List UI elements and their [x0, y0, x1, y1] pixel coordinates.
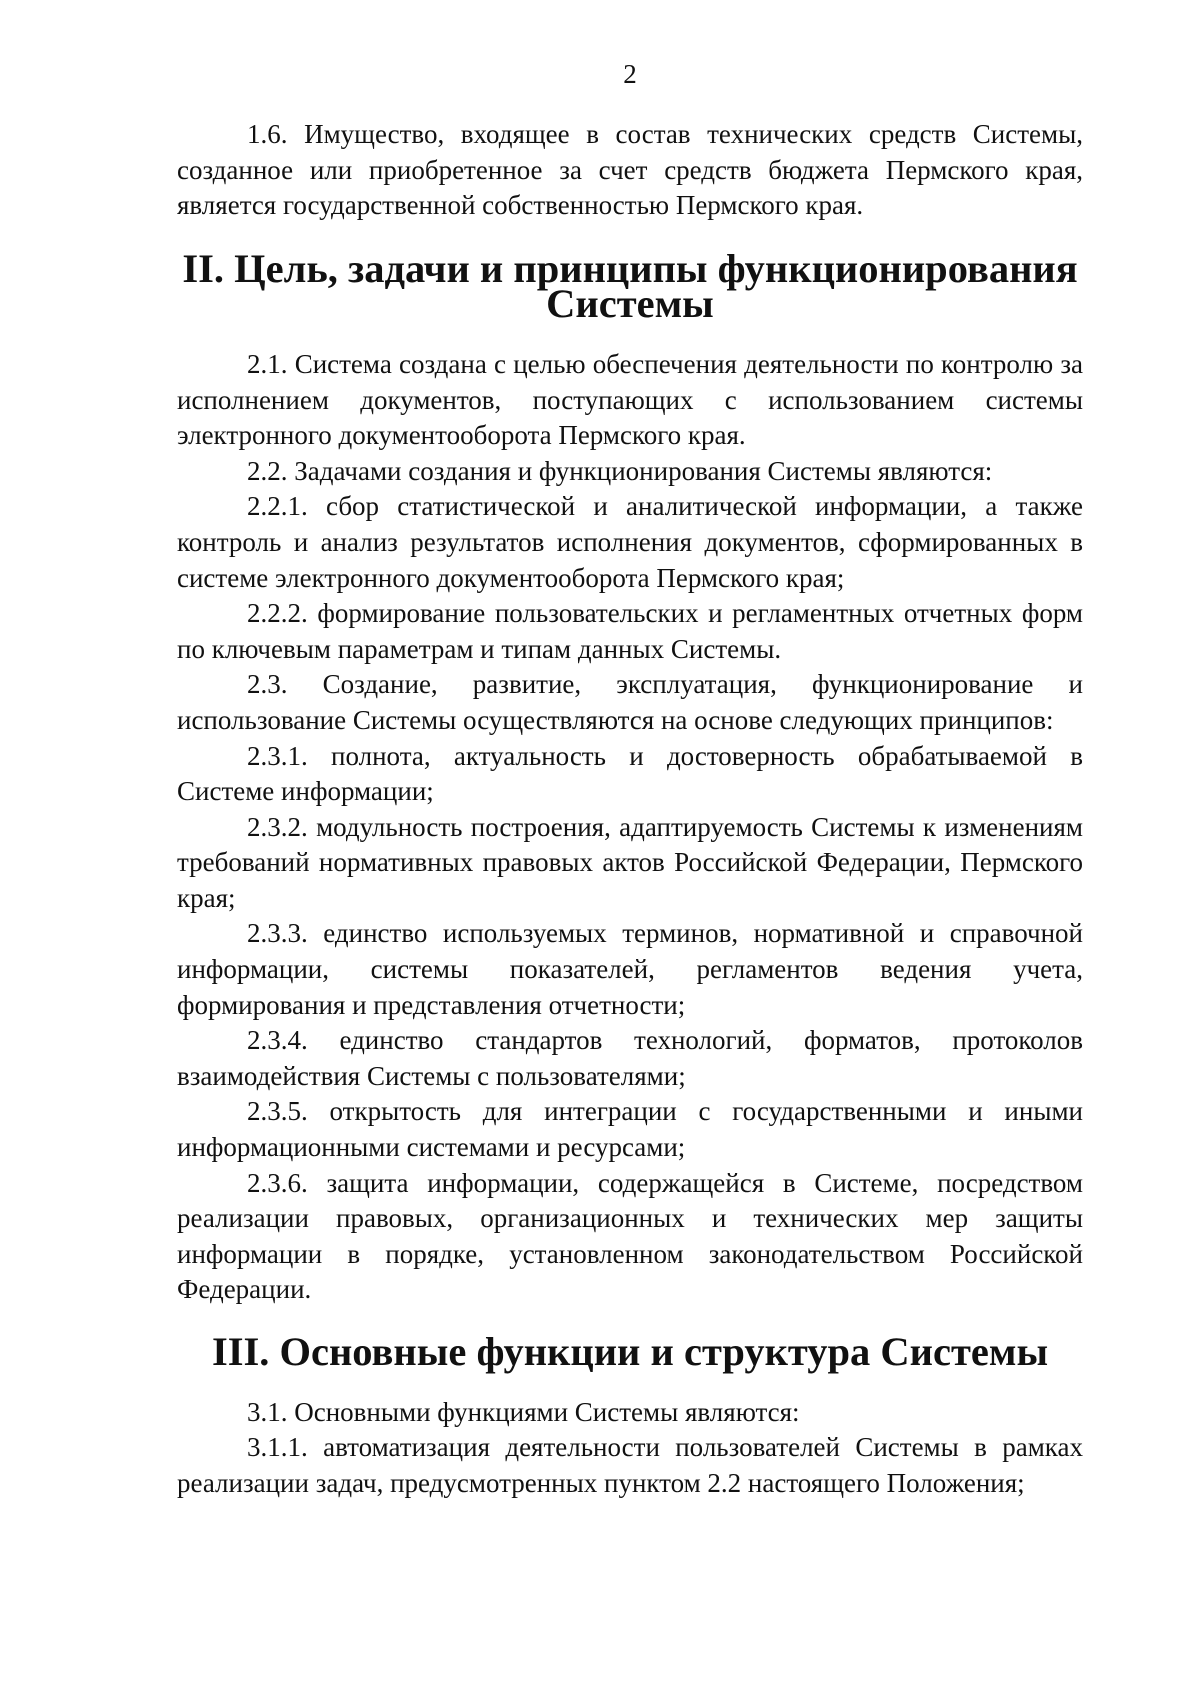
paragraph-2-3-6: 2.3.6. защита информации, содержащейся в Системе, посредством реализации правовых, организационных и технических мер защиты информации в порядке, установленном законодательством Российской Федерации. [177, 1167, 1083, 1305]
paragraph-3-1-1: 3.1.1. автоматизация деятельности пользователей Системы в рамках реализации задач, предусмотренных пунктом 2.2 настоящего Положения; [177, 1432, 1083, 1498]
paragraph-2-3-5: 2.3.5. открытость для интеграции с государственными и иными информационными системами и ресурсами; [177, 1096, 1083, 1163]
paragraph-2-3-3: 2.3.3. единство используемых терминов, нормативной и справочной информации, системы показателей, регламентов ведения учета, формирования и представления отчетности; [177, 918, 1083, 1020]
paragraph-2-2-2: 2.2.2. формирование пользовательских и регламентных отчетных форм по ключевым параметрам и типам данных Системы. [177, 598, 1083, 664]
paragraph-2-1: 2.1. Система создана с целью обеспечения деятельности по контролю за исполнением документов, поступающих с использованием системы электронного документооборота Пермского края. [177, 348, 1083, 451]
paragraph-2-2-1: 2.2.1. сбор статистической и аналитической информации, а также контроль и анализ результатов исполнения документов, сформированных в системе электронного документооборота Пермского края; [177, 491, 1083, 593]
paragraph-1-6: 1.6. Имущество, входящее в состав технических средств Системы, созданное или приобретенное за счет средств бюджета Пермского края, является государственной собственностью Пермского края. [177, 119, 1083, 221]
paragraph-2-2: 2.2. Задачами создания и функционирования Системы являются: [247, 455, 993, 486]
paragraph-2-3: 2.3. Создание, развитие, эксплуатация, функционирование и использование Системы осуществляются на основе следующих принципов: [177, 669, 1083, 735]
document-body [177, 117, 1083, 1501]
page-number: 2 [623, 59, 637, 89]
section-heading-2: II. Цель, задачи и принципы функционирования Системы [182, 245, 1078, 327]
paragraph-2-3-4: 2.3.4. единство стандартов технологий, форматов, протоколов взаимодействия Системы с пользователями; [177, 1025, 1083, 1091]
section-heading-3: III. Основные функции и структура Системы [211, 1329, 1049, 1374]
paragraph-3-1: 3.1. Основными функциями Системы являются: [247, 1396, 800, 1427]
paragraph-2-3-1: 2.3.1. полнота, актуальность и достоверность обрабатываемой в Системе информации; [177, 740, 1083, 807]
paragraph-2-3-2: 2.3.2. модульность построения, адаптируемость Системы к изменениям требований нормативных правовых актов Российской Федерации, Пермского края; [177, 811, 1083, 913]
